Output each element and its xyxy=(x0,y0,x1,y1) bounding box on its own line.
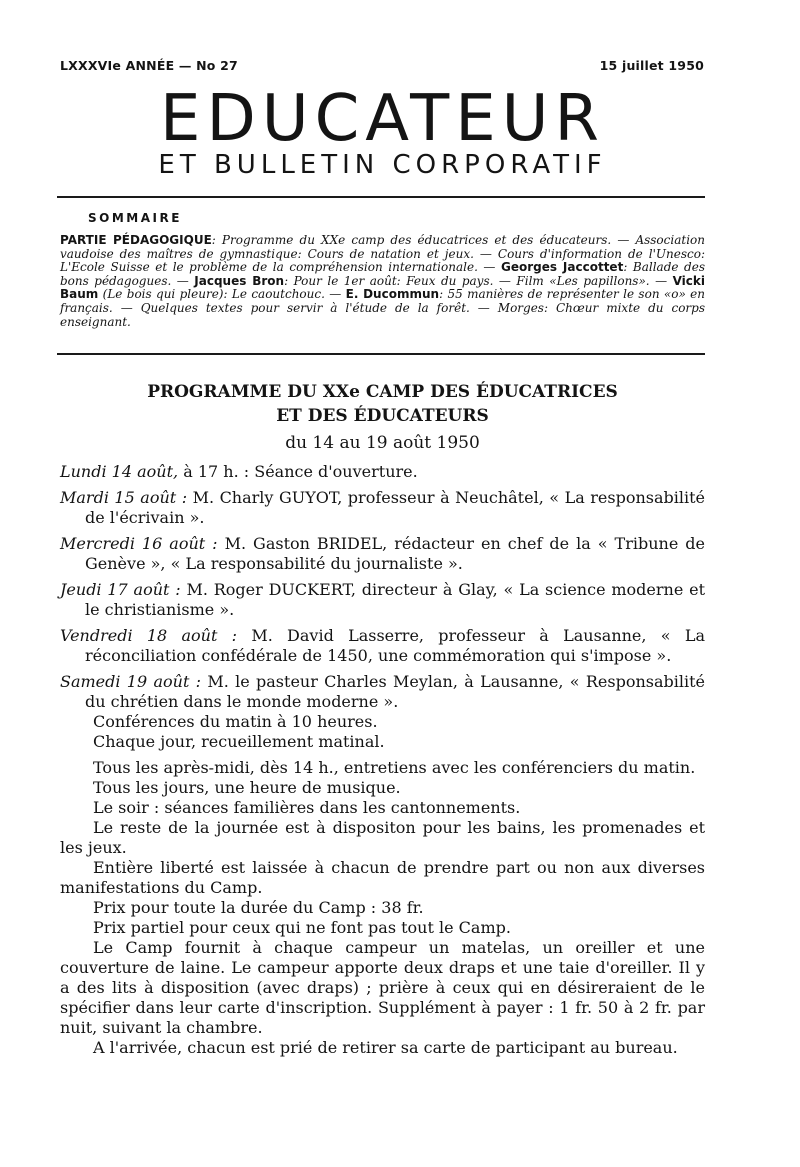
conferences-note: Conférences du matin à 10 heures. xyxy=(93,712,378,731)
schedule-text: à 17 h. : Séance d'ouverture. xyxy=(178,462,418,481)
schedule-text: M. le pasteur Charles Meylan, à Lausanne, « Responsabilité du chrétien dans le monde moderne ». xyxy=(85,672,705,711)
schedule-entry xyxy=(60,534,705,574)
schedule-entry xyxy=(60,462,705,482)
paragraph-fournit: Le Camp fournit à chaque campeur un matelas, un oreiller et une couverture de laine. Le campeur apporte deux draps et une taie d'oreiller. Il y a des lits à disposition (avec draps) ; prière à ceux qui en désireraient de le spécifier dans leur carte d'inscription. Supplément à payer : 1 fr. 50 à 2 fr. par nuit, suivant la chambre. xyxy=(60,938,705,1037)
schedule-day: Mardi 15 août : xyxy=(60,488,188,507)
article-body xyxy=(60,462,705,1058)
paragraph-prix-partiel: Prix partiel pour ceux qui ne font pas tout le Camp. xyxy=(93,918,511,937)
sommaire-segment: : Programme du XXe camp des éducatrices et des éducateurs. — Association vaudoise des maîtres de gymnastique: Cours de natation et jeux. — Cours d'information de l'Unesco: L'Ecole Suisse et le problème de la compréhension internationale. — xyxy=(60,233,705,275)
schedule-day: Vendredi 18 août : xyxy=(60,626,238,645)
paragraph-arrivee: A l'arrivée, chacun est prié de retirer sa carte de participant au bureau. xyxy=(93,1038,678,1057)
schedule-text: M. Charly GUYOT, professeur à Neuchâtel, « La responsabilité de l'écrivain ». xyxy=(85,488,705,527)
schedule-day: Lundi 14 août, xyxy=(60,462,179,481)
schedule-day: Mercredi 16 août : xyxy=(60,534,218,553)
top-divider xyxy=(57,196,705,198)
sommaire-segment: : Ballade des bons pédagogues. — xyxy=(60,260,705,288)
sommaire-segment: : 55 manières de représenter le son «o» en français. — Quelques textes pour servir à l'étude de la forêt. — Morges: Chœur mixte du corps enseignant. xyxy=(60,287,705,329)
schedule-entry xyxy=(60,580,705,620)
sommaire-text xyxy=(60,234,705,329)
paragraph-reste: Le reste de la journée est à dispositon pour les bains, les promenades et les jeux. xyxy=(60,818,705,857)
schedule-text: M. Roger DUCKERT, directeur à Glay, « La science moderne et le christianisme ». xyxy=(85,580,705,619)
sommaire-author: E. Ducommun xyxy=(345,287,440,302)
schedule-entry xyxy=(60,626,705,666)
issue-date: 15 juillet 1950 xyxy=(599,58,704,73)
sommaire-author: Georges Jaccottet xyxy=(500,260,624,275)
article-dates: du 14 au 19 août 1950 xyxy=(285,433,480,453)
schedule-text: M. Gaston BRIDEL, rédacteur en chef de la « Tribune de Genève », « La responsabilité du journaliste ». xyxy=(85,534,705,573)
sommaire-segment: (Le bois qui pleure): Le caoutchouc. — xyxy=(98,287,346,302)
bottom-divider xyxy=(57,353,705,355)
schedule-day: Samedi 19 août : xyxy=(60,672,202,691)
sommaire-heading: SOMMAIRE xyxy=(88,211,182,225)
masthead-subtitle: ET BULLETIN CORPORATIF xyxy=(158,150,607,180)
schedule-entry xyxy=(60,488,705,528)
article-title xyxy=(60,380,705,428)
paragraph-musique: Tous les jours, une heure de musique. xyxy=(93,778,401,797)
article-title-line: PROGRAMME DU XXe CAMP DES ÉDUCATRICES xyxy=(147,382,618,402)
paragraph-apres-midi: Tous les après-midi, dès 14 h., entretiens avec les conférenciers du matin. xyxy=(93,758,696,777)
sommaire-author: Vicki Baum xyxy=(60,273,705,302)
masthead-title: EDUCATEUR xyxy=(160,82,605,156)
schedule-day: Jeudi 17 août : xyxy=(60,580,181,599)
schedule-text: M. David Lasserre, professeur à Lausanne, « La réconciliation confédérale de 1450, une commémoration qui s'impose ». xyxy=(85,626,705,665)
paragraph-prix: Prix pour toute la durée du Camp : 38 fr. xyxy=(93,898,424,917)
article-title-line: ET DES ÉDUCATEURS xyxy=(276,406,489,426)
schedule-entry xyxy=(60,672,705,712)
recueillement-note: Chaque jour, recueillement matinal. xyxy=(93,732,385,751)
paragraph-liberte: Entière liberté est laissée à chacun de prendre part ou non aux diverses manifestations du Camp. xyxy=(60,858,705,897)
sommaire-part-label: PARTIE PÉDAGOGIQUE xyxy=(60,233,212,247)
sommaire-author: Jacques Bron xyxy=(194,273,285,288)
sommaire-segment: : Pour le 1er août: Feux du pays. — Film «Les papillons». — xyxy=(284,273,673,288)
issue-number: LXXXVIe ANNÉE — No 27 xyxy=(60,58,238,73)
paragraph-soir: Le soir : séances familières dans les cantonnements. xyxy=(93,798,521,817)
